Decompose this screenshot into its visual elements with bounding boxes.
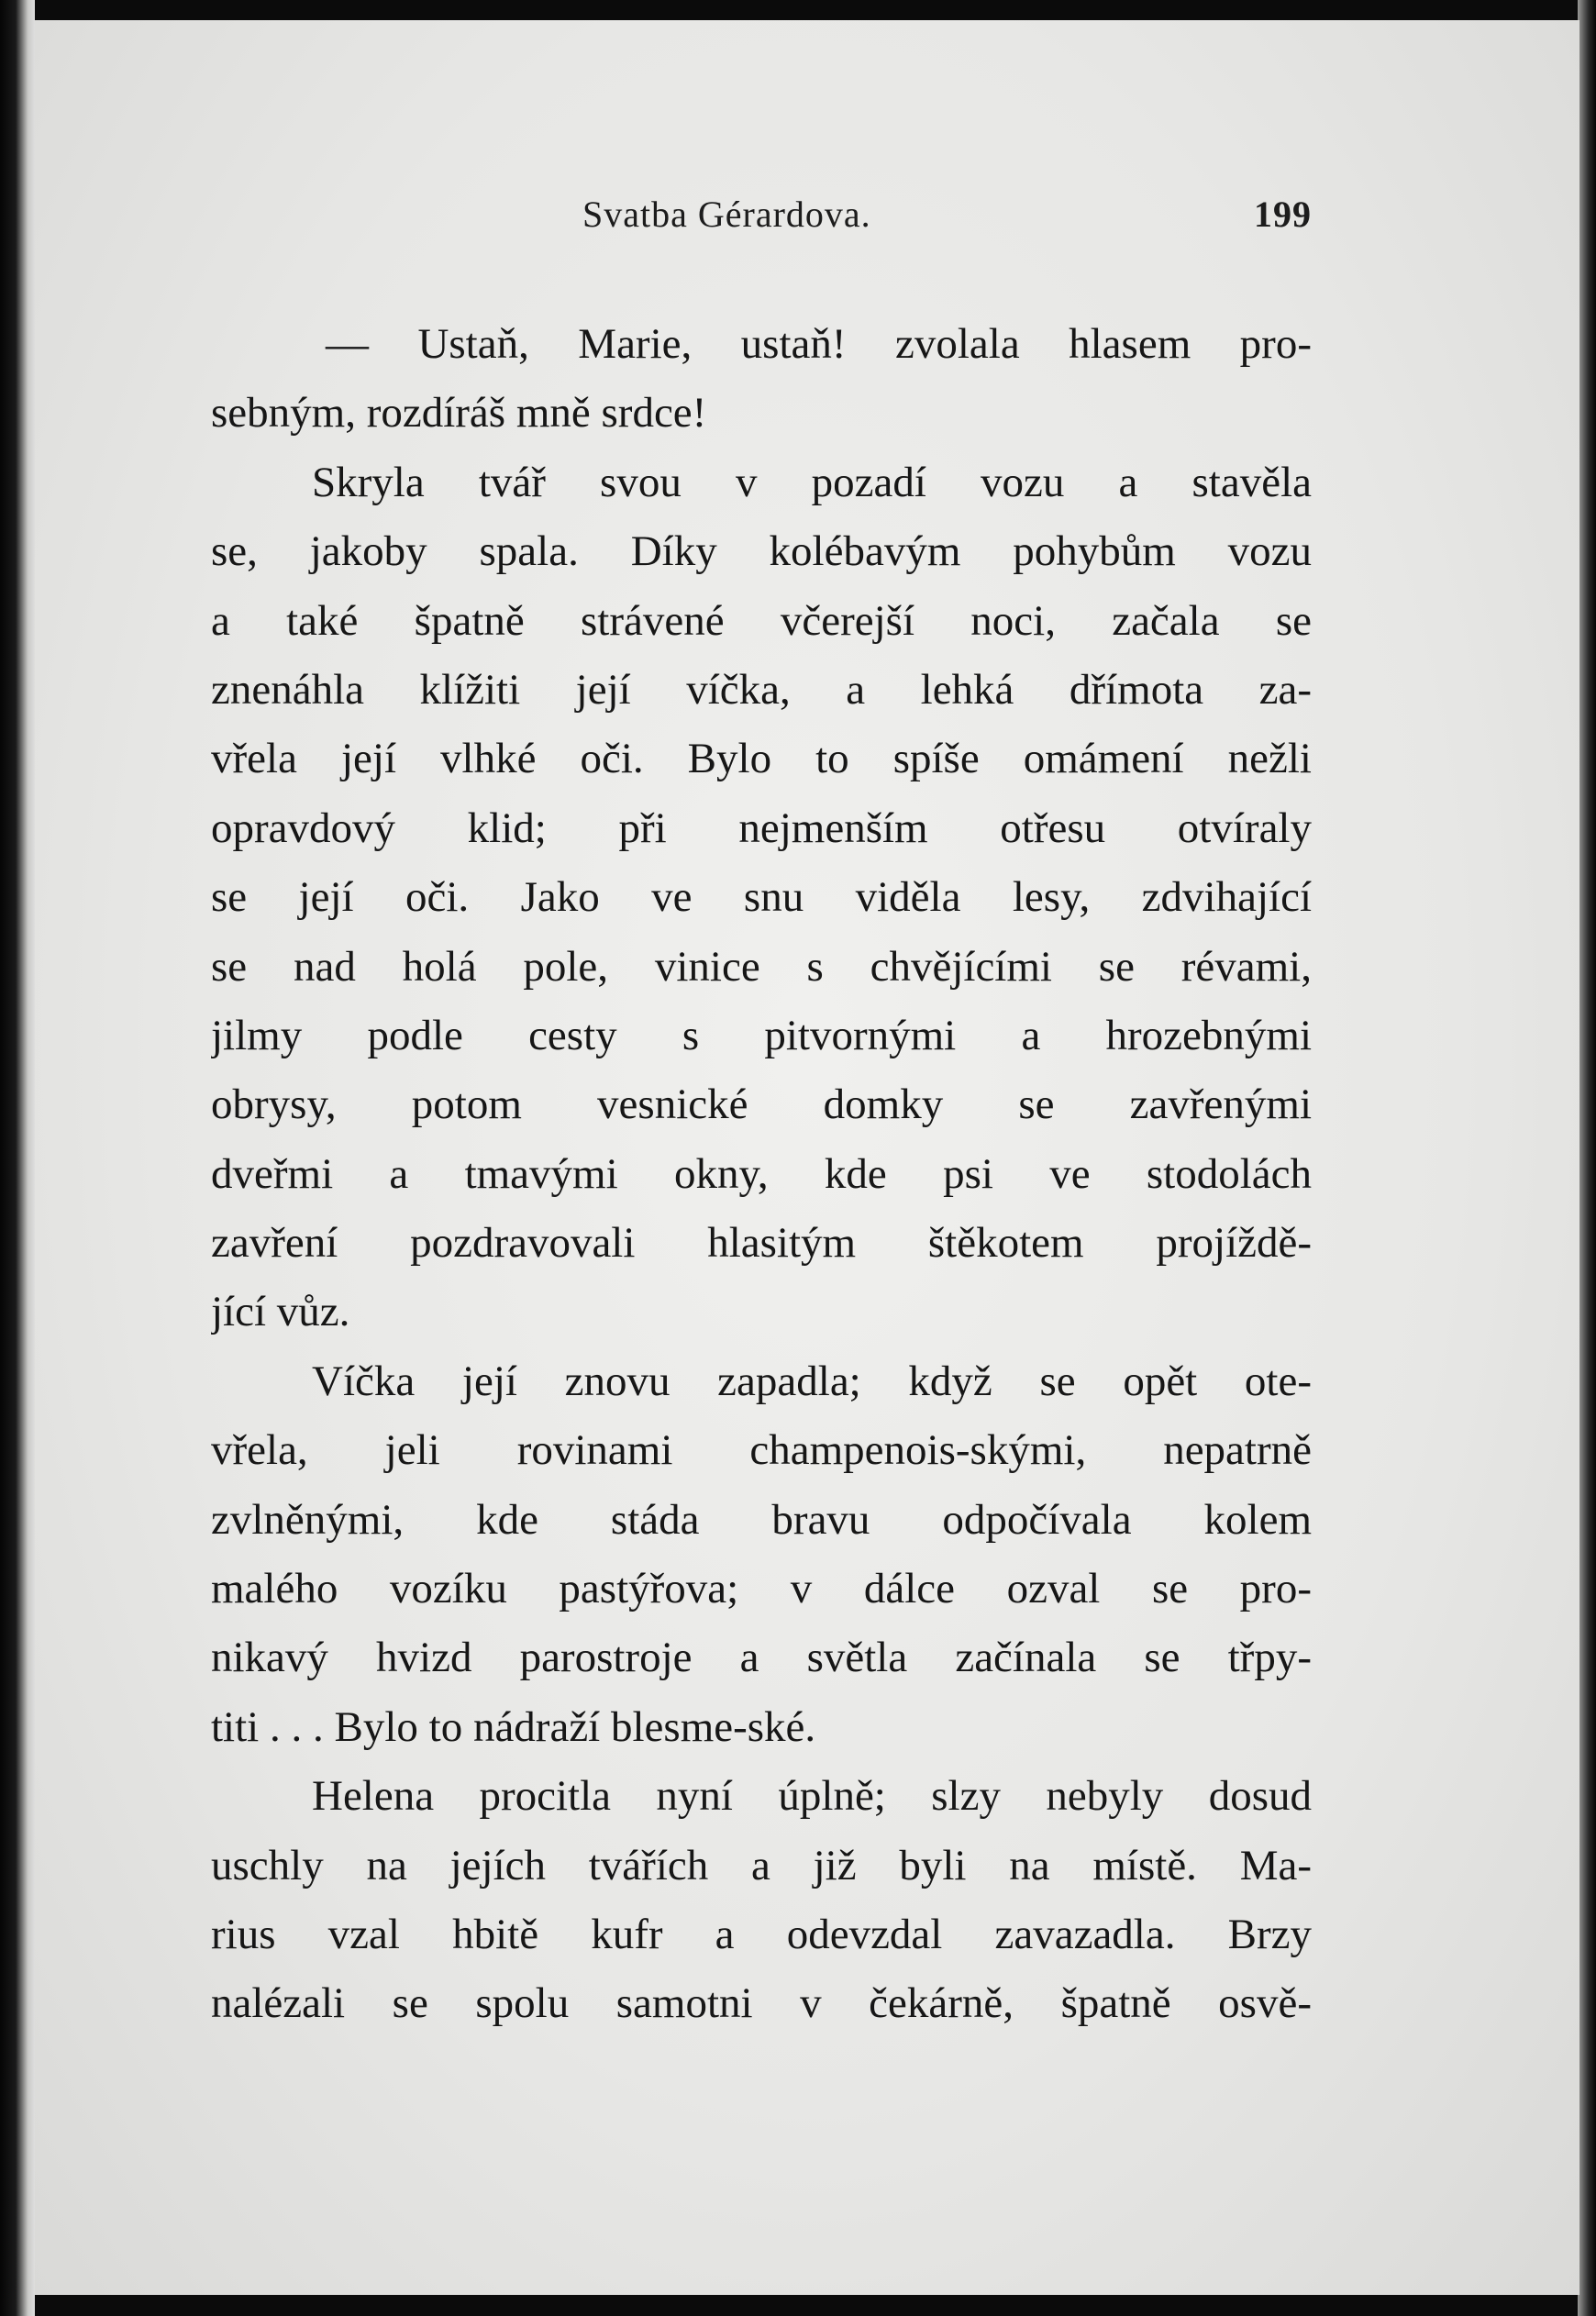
page-number: 199 — [1254, 194, 1312, 235]
text-line: — Ustaň, Marie, ustaň! zvolala hlasem pro- — [326, 320, 1312, 368]
text-line: zvlněnými, kde stáda bravu odpočívala kolem — [211, 1495, 1312, 1544]
text-line: nalézali se spolu samotni v čekárně, špatně osvě- — [211, 1979, 1312, 2028]
text-line: dveřmi a tmavými okny, kde psi ve stodolách — [211, 1149, 1312, 1198]
text-line: se, jakoby spala. Díky kolébavým pohybům vozu — [211, 527, 1312, 576]
text-line: opravdový klid; při nejmenším otřesu otvíraly — [211, 803, 1312, 852]
right-page-edge — [1578, 0, 1596, 2316]
text-line: malého vozíku pastýřova; v dálce ozval se pro- — [211, 1565, 1312, 1613]
text-line: vřela její vlhké oči. Bylo to spíše omámení nežli — [211, 735, 1312, 783]
text-line: jilmy podle cesty s pitvornými a hrozebnými — [211, 1011, 1312, 1059]
text-line: titi . . . Bylo to nádraží blesme-ské. — [211, 1702, 816, 1751]
text-line: sebným, rozdíráš mně srdce! — [211, 389, 707, 438]
page-header — [514, 193, 1312, 248]
text-line: Víčka její znovu zapadla; když se opět ote- — [312, 1357, 1312, 1405]
text-line: Helena procitla nyní úplně; slzy nebyly dosud — [312, 1772, 1312, 1821]
text-line: obrysy, potom vesnické domky se zavřenými — [211, 1080, 1312, 1129]
text-line: se nad holá pole, vinice s chvějícími se révami, — [211, 942, 1312, 991]
text-line: se její oči. Jako ve snu viděla lesy, zdvihající — [211, 873, 1312, 922]
text-line: Skryla tvář svou v pozadí vozu a stavěla — [312, 458, 1312, 506]
text-line: rius vzal hbitě kufr a odevzdal zavazadla. Brzy — [211, 1910, 1312, 1958]
left-page-edge — [0, 0, 35, 2316]
text-line: a také špatně strávené včerejší noci, začala se — [211, 596, 1312, 645]
text-line: znenáhla klížiti její víčka, a lehká dřímota za- — [211, 665, 1312, 714]
text-line: uschly na jejích tvářích a již byli na místě. Ma- — [211, 1841, 1312, 1889]
body-text — [211, 310, 1312, 2039]
text-line: nikavý hvizd parostroje a světla začínala se třpy- — [211, 1634, 1312, 1682]
text-line: zavření pozdravovali hlasitým štěkotem projíždě- — [211, 1219, 1312, 1268]
running-title: Svatba Gérardova. — [582, 194, 871, 235]
text-line: vřela, jeli rovinami champenois-skými, nepatrně — [211, 1426, 1312, 1475]
text-line: jící vůz. — [211, 1288, 350, 1336]
